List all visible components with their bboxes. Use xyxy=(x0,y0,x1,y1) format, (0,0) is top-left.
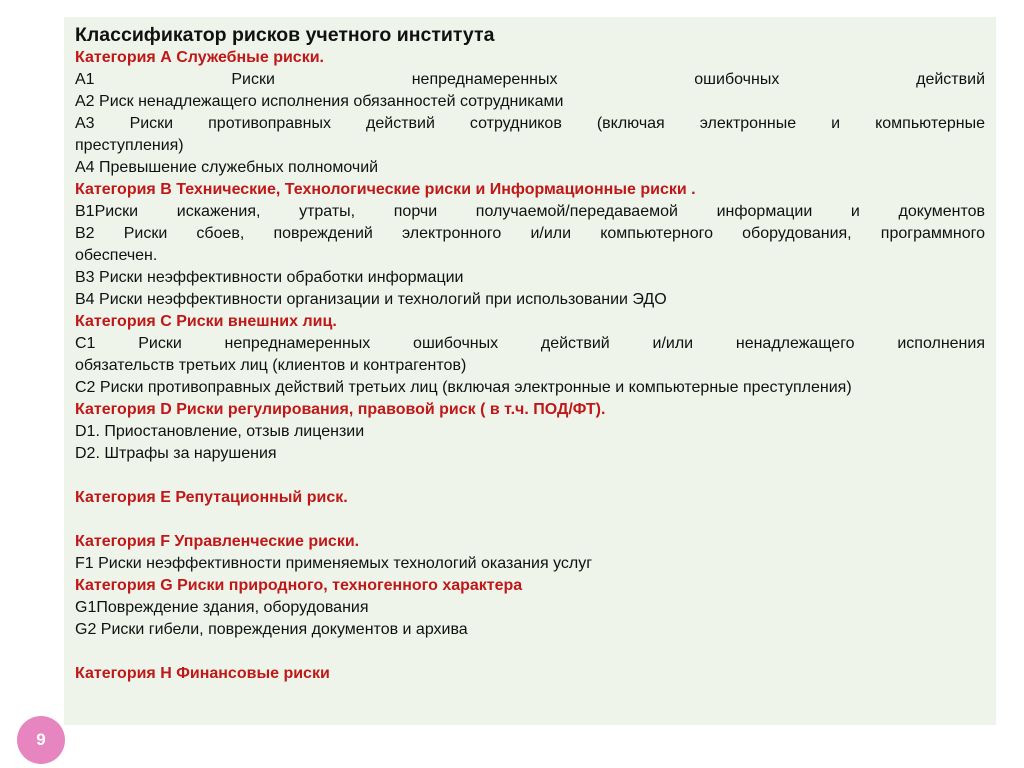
risk-a1: А1 Риски непреднамеренных ошибочных действий xyxy=(75,71,985,88)
category-d-heading: Категория D Риски регулирования, правовой риск ( в т.ч. ПОД/ФТ). xyxy=(75,401,606,418)
risk-a4: А4 Превышение служебных полномочий xyxy=(75,159,379,176)
risk-a3-line2: преступления) xyxy=(75,137,184,154)
risk-g1: G1Повреждение здания, оборудования xyxy=(75,599,369,616)
risk-c1-line2: обязательств третьих лиц (клиентов и контрагентов) xyxy=(75,357,467,374)
category-c-heading: Категория С Риски внешних лиц. xyxy=(75,313,337,330)
category-h-heading: Категория Н Финансовые риски xyxy=(75,665,330,682)
content-panel xyxy=(64,17,996,725)
risk-a2: А2 Риск ненадлежащего исполнения обязанностей сотрудниками xyxy=(75,93,564,110)
risk-c1-line1: С1 Риски непреднамеренных ошибочных действий и/или ненадлежащего исполнения xyxy=(75,335,985,352)
risk-c2: С2 Риски противоправных действий третьих лиц (включая электронные и компьютерные преступления) xyxy=(75,379,852,396)
risk-b2-line2: обеспечен. xyxy=(75,247,158,264)
category-g-heading: Категория G Риски природного, техногенного характера xyxy=(75,577,523,594)
risk-d1: D1. Приостановление, отзыв лицензии xyxy=(75,423,365,440)
category-f-heading: Категория F Управленческие риски. xyxy=(75,533,360,550)
page-number-badge: 9 xyxy=(17,716,65,764)
risk-d2: D2. Штрафы за нарушения xyxy=(75,445,277,462)
blank-line xyxy=(75,509,985,531)
risk-f1: F1 Риски неэффективности применяемых технологий оказания услуг xyxy=(75,555,593,572)
category-a-heading: Категория А Служебные риски. xyxy=(75,49,324,66)
risk-g2: G2 Риски гибели, повреждения документов и архива xyxy=(75,621,468,638)
category-b-heading: Категория В Технические, Технологические риски и Информационные риски . xyxy=(75,181,696,198)
blank-line xyxy=(75,641,985,663)
risk-a3-line1: А3 Риски противоправных действий сотрудников (включая электронные и компьютерные xyxy=(75,115,985,132)
risk-b4: В4 Риски неэффективности организации и технологий при использовании ЭДО xyxy=(75,291,667,308)
category-e-heading: Категория Е Репутационный риск. xyxy=(75,489,348,506)
risk-b1: В1Риски искажения, утраты, порчи получаемой/передаваемой информации и документов xyxy=(75,203,985,220)
risk-b3: В3 Риски неэффективности обработки информации xyxy=(75,269,464,286)
blank-line xyxy=(75,465,985,487)
page-title: Классификатор рисков учетного института xyxy=(75,24,495,46)
risk-b2-line1: В2 Риски сбоев, повреждений электронного и/или компьютерного оборудования, программного xyxy=(75,225,985,242)
